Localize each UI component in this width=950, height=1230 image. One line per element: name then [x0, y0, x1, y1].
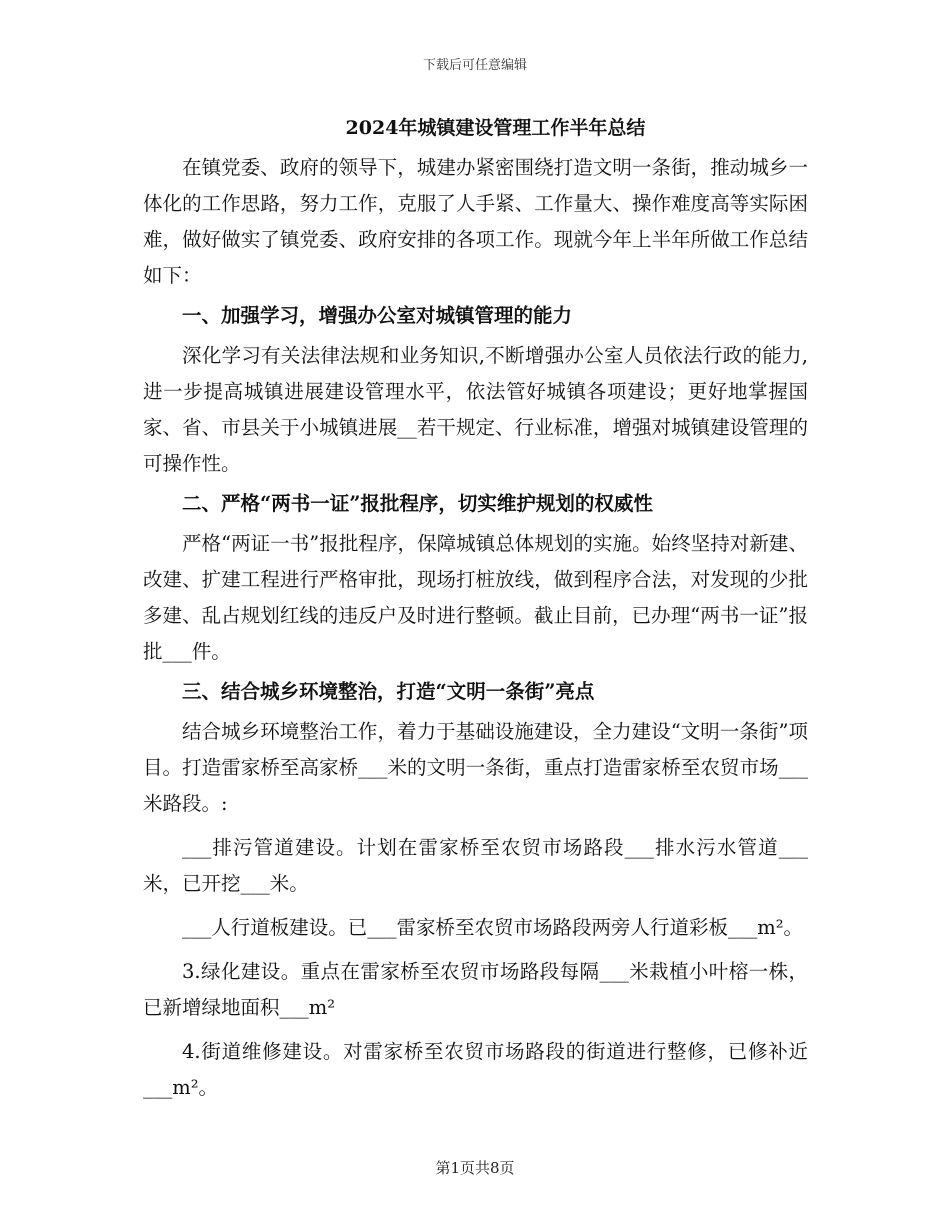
intro-paragraph: 在镇党委、政府的领导下，城建办紧密围绕打造文明一条街，推动城乡一体化的工作思路，努力工作，克服了人手紧、工作量大、操作难度高等实际困难，做好做实了镇党委、政府安排的各项工作。现就今年上半年所做工作总结如下： — [143, 156, 808, 287]
page-footer: 第1页共8页 — [435, 1159, 515, 1177]
list-item-street-repair: 4.街道维修建设。对雷家桥至农贸市场路段的街道进行整修，已修补近___m²。 — [143, 1040, 808, 1099]
section-2-paragraph: 严格“两证一书”报批程序，保障城镇总体规划的实施。始终坚持对新建、改建、扩建工程进行严格审批，现场打桩放线，做到程序合法，对发现的少批多建、乱占规划红线的违反户及时进行整顿。截止目前，已办理“两书一证”报批___件。 — [143, 532, 808, 663]
list-item-greening: 3.绿化建设。重点在雷家桥至农贸市场路段每隔___米栽植小叶榕一株，已新增绿地面积___m² — [143, 960, 808, 1019]
section-1-heading: 一、加强学习，增强办公室对城镇管理的能力 — [182, 304, 573, 327]
list-item-drainage: ___排污管道建设。计划在雷家桥至农贸市场路段___排水污水管道___米，已开挖___米。 — [143, 836, 808, 895]
section-1-paragraph: 深化学习有关法律法规和业务知识,不断增强办公室人员依法行政的能力,进一步提高城镇进展建设管理水平，依法管好城镇各项建设；更好地掌握国家、省、市县关于小城镇进展__若干规定、行业标准，增强对城镇建设管理的可操作性。 — [143, 344, 808, 475]
document-body — [143, 114, 808, 1106]
list-item-sidewalk: ___人行道板建设。已___雷家桥至农贸市场路段两旁人行道彩板___m²。 — [182, 916, 804, 939]
page-header: 下载后可任意编辑 — [422, 58, 527, 73]
section-3-paragraph: 结合城乡环境整治工作，着力于基础设施建设，全力建设“文明一条街”项目。打造雷家桥至高家桥___米的文明一条街，重点打造雷家桥至农贸市场___米路段。: — [143, 720, 808, 815]
section-2-heading: 二、严格“两书一证”报批程序，切实维护规划的权威性 — [182, 492, 653, 515]
document-title: 2024年城镇建设管理工作半年总结 — [345, 117, 646, 139]
section-3-heading: 三、结合城乡环境整治，打造“文明一条街”亮点 — [182, 680, 595, 703]
